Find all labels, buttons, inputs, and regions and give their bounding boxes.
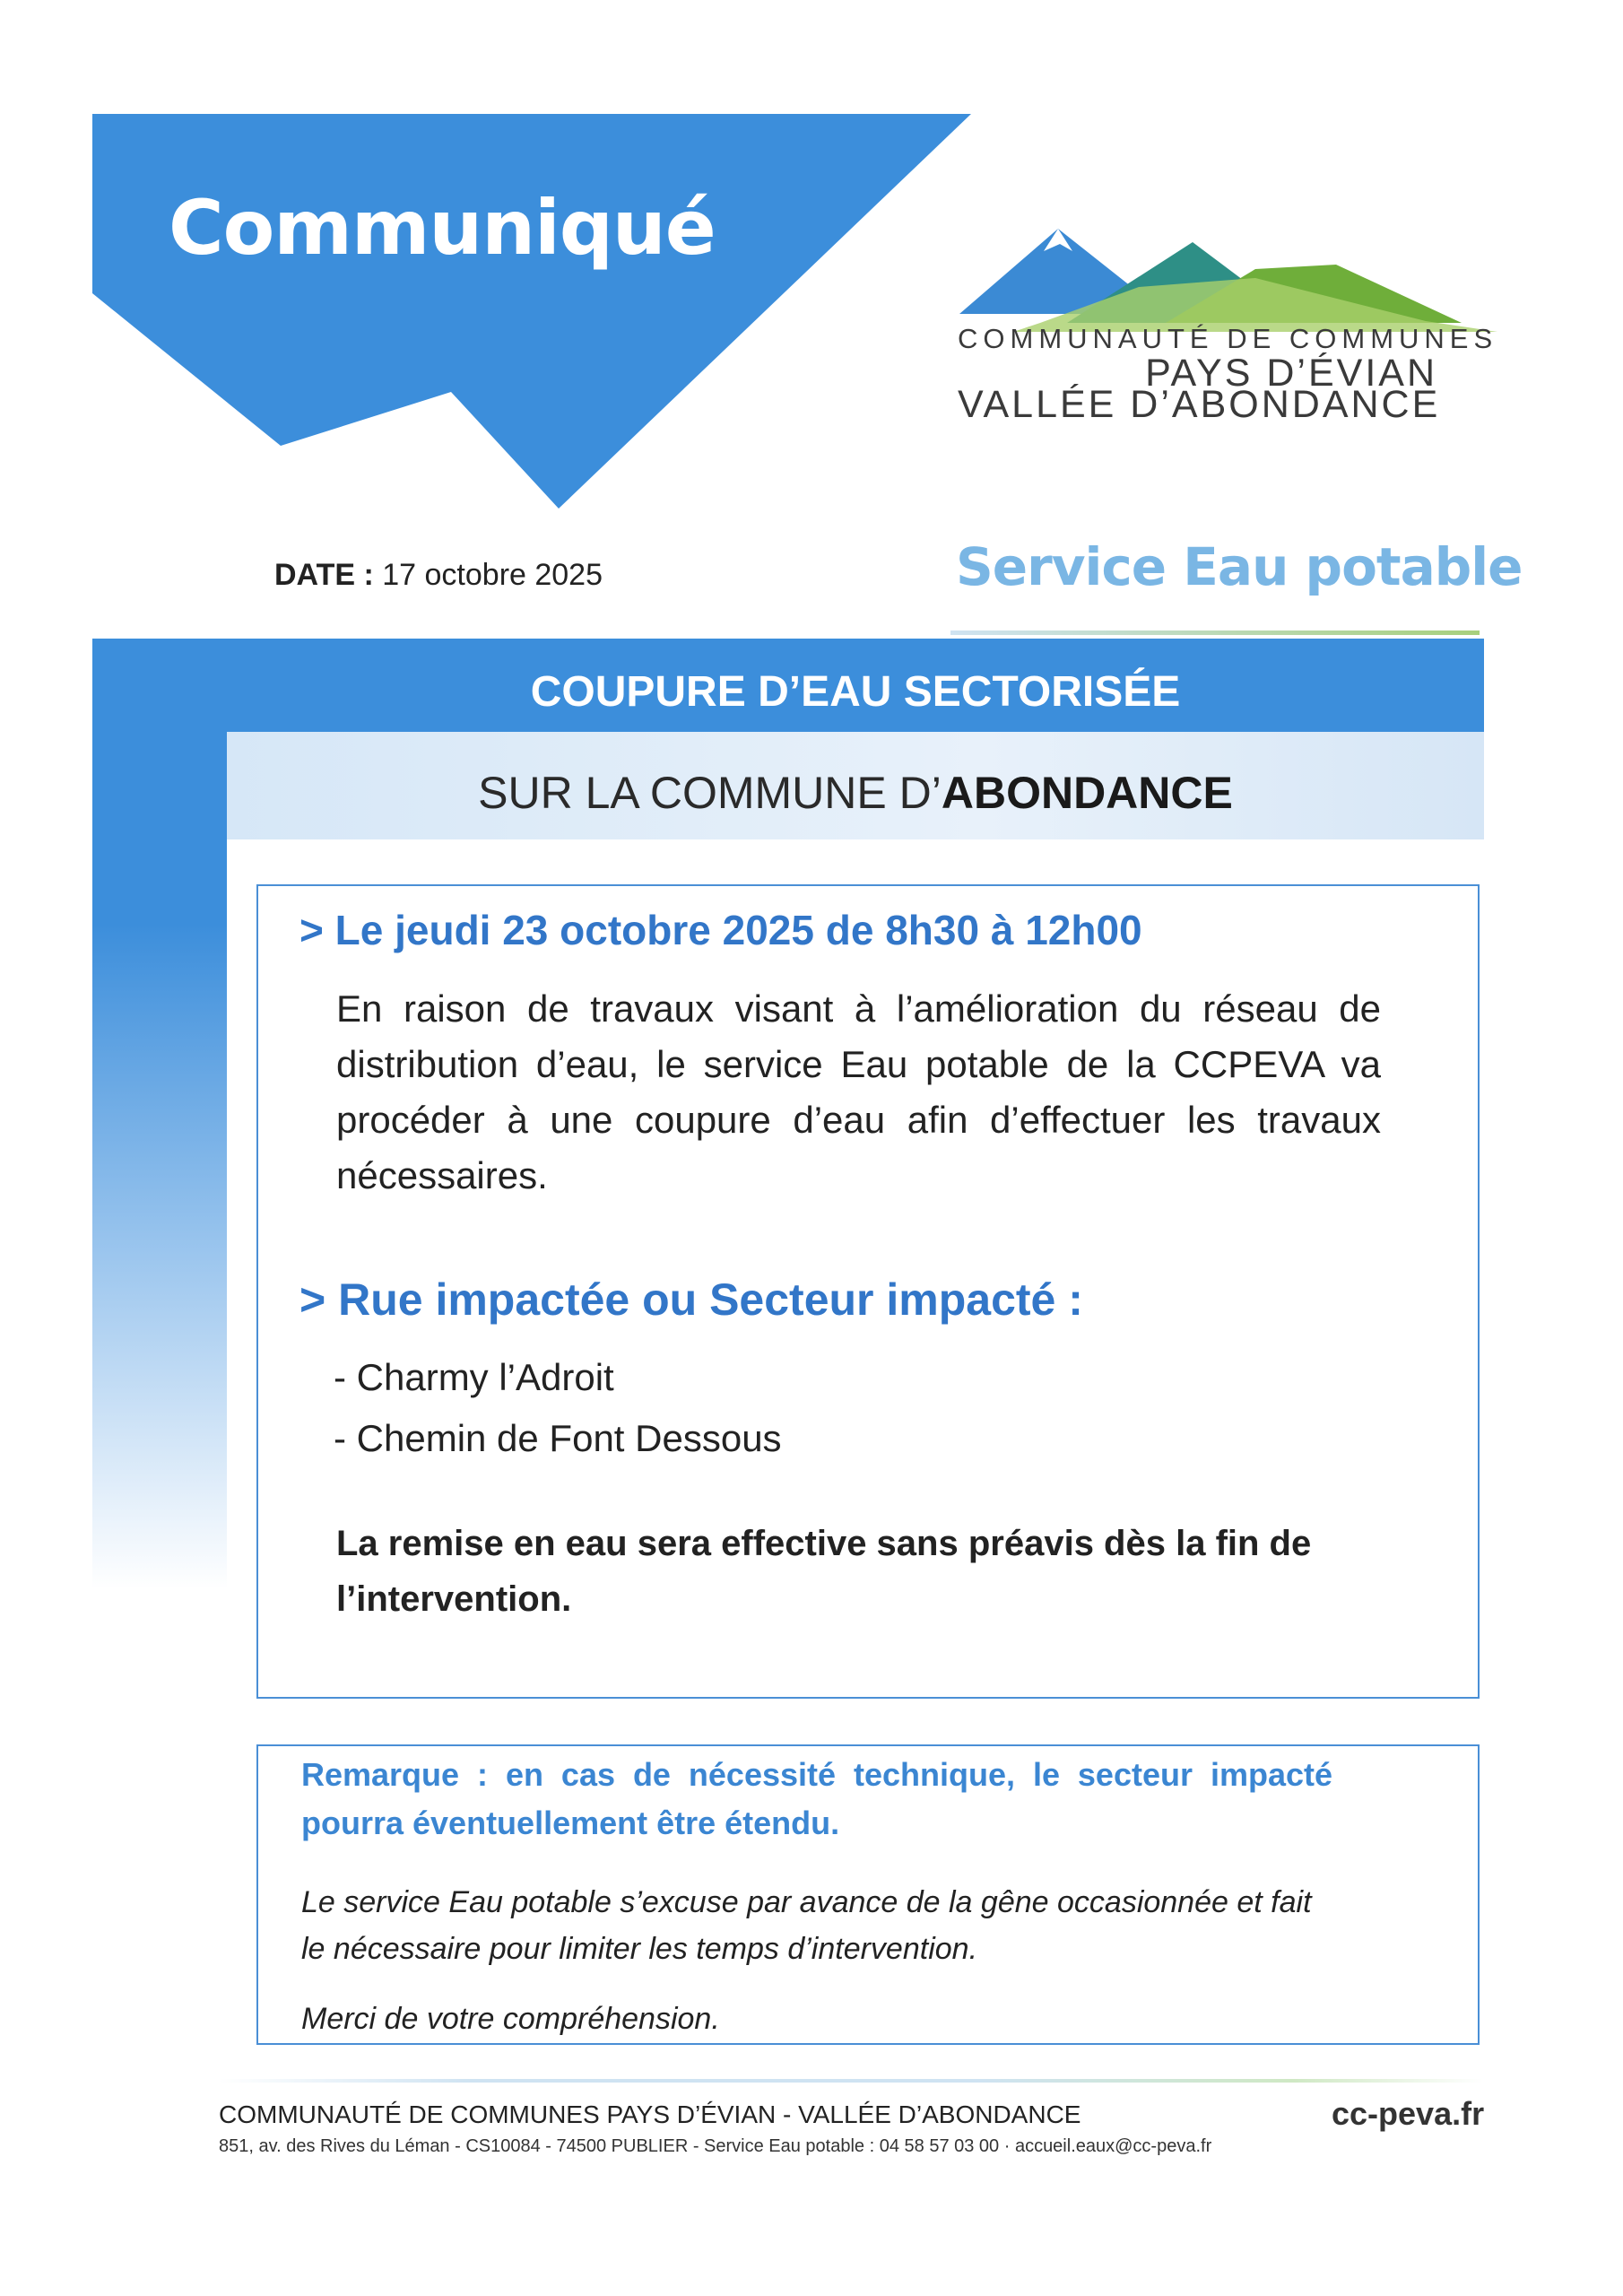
footer-address: 851, av. des Rives du Léman - CS10084 - 74500 PUBLIER - Service Eau potable : 04 58 57 03 00 · accueil.eaux@cc-peva.fr [219,2136,1212,2156]
apology: Le service Eau potable s’excuse par avance de la gêne occasionnée et fait le nécessaire pour limiter les temps d’intervention. [301,1885,1312,1966]
service-underline [950,631,1480,635]
subtitle-commune: ABONDANCE [941,768,1233,818]
footer-website: cc-peva.fr [1332,2095,1485,2132]
notice-date-time: > Le jeudi 23 octobre 2025 de 8h30 à 12h00 [299,907,1142,953]
street-item: - Chemin de Font Dessous [334,1417,782,1459]
notice-paragraph: En raison de travaux visant à l’amélioration du réseau de distribution d’eau, le service Eau potable de la CCPEVA va procéder à une coupure d’eau afin d’effectuer les travaux nécessaires. [336,987,1381,1196]
left-accent-band [92,639,227,1589]
mountains-logo-icon [959,224,1497,332]
subtitle [227,767,1484,819]
subtitle-prefix: SUR LA COMMUNE D’ [478,768,942,818]
logo-org-type: COMMUNAUTÉ DE COMMUNES [958,323,1498,354]
footer-org: COMMUNAUTÉ DE COMMUNES PAYS D’ÉVIAN - VALLÉE D’ABONDANCE [219,2100,1081,2128]
logo-name-line1: PAYS D’ÉVIAN [1145,352,1437,395]
restore-statement: La remise en eau sera effective sans préavis dès la fin de l’intervention. [336,1524,1312,1619]
date-label: DATE [274,558,356,592]
footer-divider [219,2079,1483,2083]
street-item: - Charmy l’Adroit [334,1356,614,1398]
header-banner [92,114,971,509]
date-value: 17 octobre 2025 [382,558,603,592]
logo-name-line2: VALLÉE D’ABONDANCE [958,383,1441,426]
remark: Remarque : en cas de nécessité technique, le secteur impacté pourra éventuellement être étendu. [301,1756,1332,1841]
banner-title: Communiqué [169,184,716,272]
date-separator: : [355,558,383,592]
thanks: Merci de votre compréhension. [301,2002,720,2036]
service-name: Service Eau potable [956,536,1523,597]
main-title: COUPURE D’EAU SECTORISÉE [530,668,1181,716]
impacted-heading: > Rue impactée ou Secteur impacté : [299,1274,1083,1325]
date-row [274,558,603,593]
